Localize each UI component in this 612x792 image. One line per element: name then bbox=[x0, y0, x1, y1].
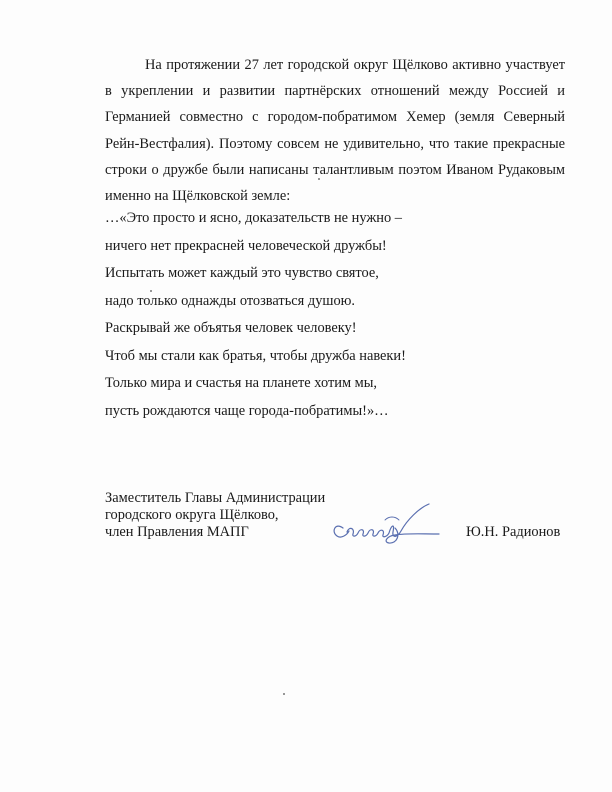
scan-speck bbox=[318, 178, 320, 180]
poem-line: надо только однажды отозваться душою. bbox=[105, 292, 356, 309]
poem-line: Только мира и счастья на планете хотим мы, bbox=[105, 375, 378, 391]
signatory-title-line: член Правления МАПГ bbox=[105, 524, 249, 540]
poem-line: ничего нет прекрасней человеческой дружбы! bbox=[105, 237, 387, 254]
scan-speck bbox=[150, 290, 152, 292]
poem-line: Раскрывай же объятья человек человеку! bbox=[105, 320, 357, 336]
poem-line: пусть рождаются чаще города-побратимы!»… bbox=[105, 402, 389, 419]
poem-line: Чтоб мы стали как братья, чтобы дружба навеки! bbox=[105, 347, 406, 364]
signatory-title bbox=[105, 490, 325, 541]
handwritten-signature bbox=[325, 498, 445, 550]
signatory-name: Ю.Н. Радионов bbox=[466, 524, 561, 540]
signatory-title-line: городского округа Щёлково, bbox=[105, 507, 279, 523]
poem-line: …«Это просто и ясно, доказательств не нужно – bbox=[105, 210, 402, 226]
scan-speck bbox=[283, 693, 285, 695]
signatory-title-line: Заместитель Главы Администрации bbox=[105, 490, 326, 506]
poem bbox=[105, 205, 565, 425]
intro-paragraph: На протяжении 27 лет городской округ Щёлково активно участвует в укреплении и развитии партнёрских отношений между Россией и Германией совместно с городом-побратимом Хемер (земля Северный Рейн-Вестфалия). Поэтому совсем не удивительно, что такие прекрасные строки о дружбе были написаны талантливым поэтом Иваном Рудаковым именно на Щёлковской земле: bbox=[105, 57, 565, 205]
poem-line: Испытать может каждый это чувство святое, bbox=[105, 265, 379, 281]
